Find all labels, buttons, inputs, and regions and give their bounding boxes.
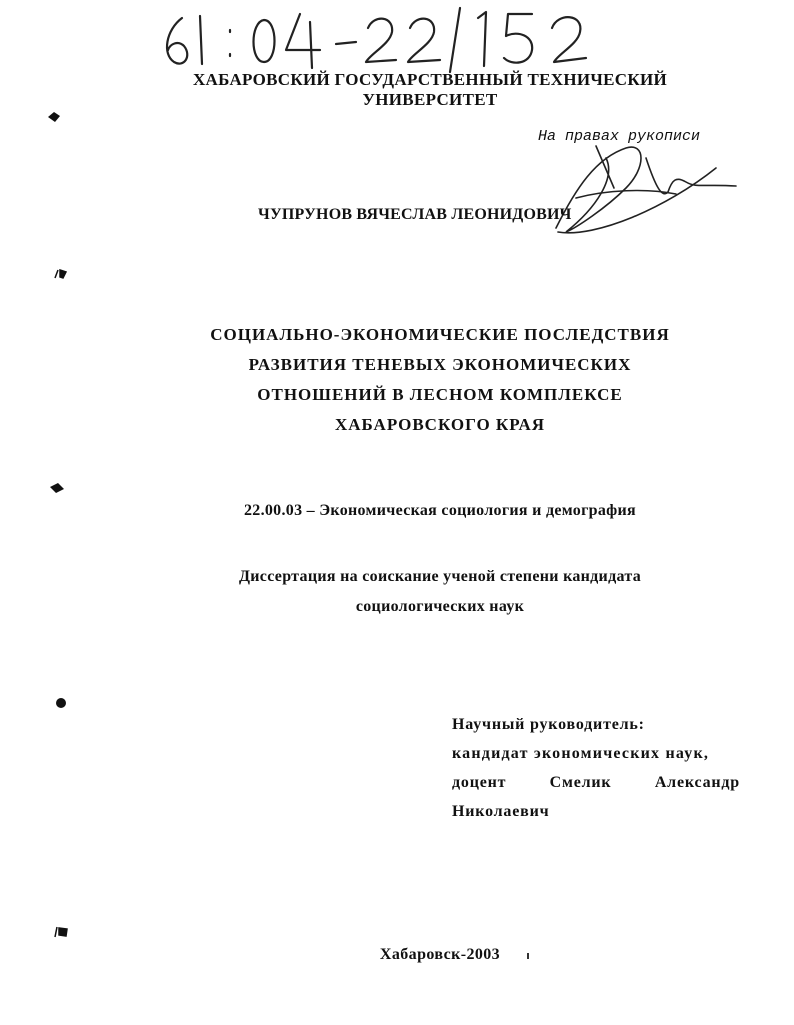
supervisor-block — [452, 710, 740, 826]
supervisor-title-name — [452, 768, 740, 797]
title-line-3: ОТНОШЕНИЙ В ЛЕСНОМ КОМПЛЕКСЕ — [257, 385, 623, 404]
dissertation-title — [170, 320, 710, 440]
title-line-1: СОЦИАЛЬНО-ЭКОНОМИЧЕСКИЕ ПОСЛЕДСТВИЯ — [210, 325, 670, 344]
handwritten-archive-code — [160, 4, 640, 74]
specialty-code: 22.00.03 – Экономическая социология и демография — [243, 502, 636, 519]
scan-hole-mark — [48, 481, 66, 495]
title-line-2: РАЗВИТИЯ ТЕНЕВЫХ ЭКОНОМИЧЕСКИХ — [248, 355, 632, 374]
supervisor-heading: Научный руководитель: — [452, 716, 645, 733]
degree-line-1: Диссертация на соискание ученой степени кандидата — [238, 568, 642, 585]
degree-line-2: социологических наук — [355, 598, 525, 615]
scan-hole-mark — [46, 110, 62, 124]
degree-statement — [150, 562, 730, 622]
supervisor-patronymic: Николаевич — [452, 803, 550, 820]
manuscript-rights-note: На правах рукописи — [538, 128, 701, 145]
scan-hole-mark — [54, 925, 70, 939]
supervisor-word-3: Александр — [654, 774, 740, 791]
city-year: Хабаровск-2003 — [379, 946, 501, 963]
supervisor-word-1: доцент — [452, 774, 507, 791]
title-line-4: ХАБАРОВСКОГО КРАЯ — [334, 415, 546, 434]
svg-text:61:04-22/152: 61:04-22/152 — [160, 4, 166, 5]
scan-hole-mark — [54, 697, 68, 709]
supervisor-word-2: Смелик — [549, 774, 612, 791]
author-name: ЧУПРУНОВ ВЯЧЕСЛАВ ЛЕОНИДОВИЧ — [258, 206, 572, 223]
university-line-2: УНИВЕРСИТЕТ — [362, 90, 498, 109]
university-line-1: ХАБАРОВСКИЙ ГОСУДАРСТВЕННЫЙ ТЕХНИЧЕСКИЙ — [192, 70, 668, 89]
scan-speck — [526, 952, 530, 960]
scan-hole-mark — [54, 268, 68, 280]
supervisor-degree: кандидат экономических наук, — [452, 745, 710, 762]
signature-scribble — [536, 128, 756, 243]
university-name — [150, 70, 710, 110]
